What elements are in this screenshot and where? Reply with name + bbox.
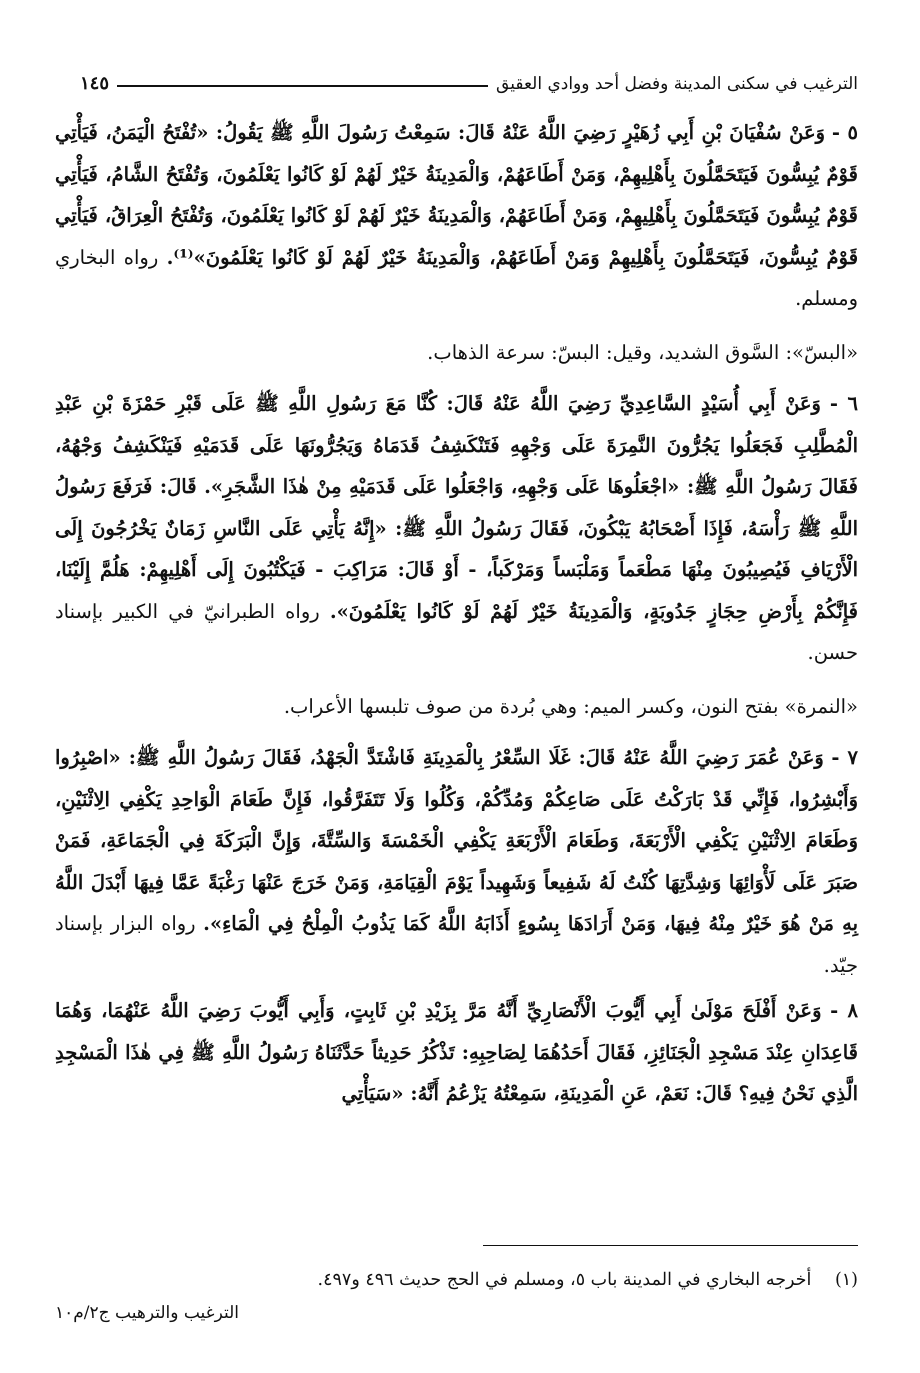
explanatory-note: «النمرة» بفتح النون، وكسر الميم: وهي بُردة من صوف تلبسها الأعراب.	[283, 694, 858, 718]
hadith-8	[55, 990, 858, 1115]
hadith-number: ٨ -	[830, 999, 858, 1022]
footnote-text: أخرجه البخاري في المدينة باب ٥، ومسلم في الحج حديث ٤٩٦ و٤٩٧.	[317, 1270, 812, 1290]
page-body	[55, 112, 858, 1119]
hadith-6	[55, 383, 858, 674]
print-signature: الترغيب والترهيب ج٢/م١٠	[55, 1303, 239, 1323]
hadith-text: وَعَنْ أَبِي أُسَيْدٍ السَّاعِدِيِّ رَضِيَ اللَّهُ عَنْهُ قَالَ: كُنَّا مَعَ رَسُولِ اللَّهِ ﷺ عَلَى قَبْرِ حَمْزَةَ بْنِ عَبْدِ الْمُطَّلِبِ فَجَعَلُوا يَجُرُّونَ النَّمِرَةَ عَلَى وَجْهِهِ فَتَنْكَشِفُ قَدَمَاهُ وَيَجُرُّونَهَا عَلَى قَدَمَيْهِ فَيَنْكَشِفُ وَجْهُهُ، فَقَالَ رَسُولُ اللَّهِ ﷺ: «اجْعَلُوهَا عَلَى وَجْهِهِ، وَاجْعَلُوا عَلَى قَدَمَيْهِ مِنْ هٰذَا الشَّجَرِ». قَالَ: فَرَفَعَ رَسُولُ اللَّهِ ﷺ رَأْسَهُ، فَإِذَا أَصْحَابُهُ يَبْكُونَ، فَقَالَ رَسُولُ اللَّهِ ﷺ: «إِنَّهُ يَأْتِي عَلَى النَّاسِ زَمَانٌ يَخْرُجُونَ إِلَى الْأَرْيَافِ فَيُصِيبُونَ مِنْهَا مَطْعَماً وَمَلْبَساً وَمَرْكَباً، - أَوْ قَالَ: مَرَاكِبَ - فَيَكْتُبُونَ إِلَى أَهْلِيهِمْ: هَلُمَّ إِلَيْنَا، فَإِنَّكُمْ بِأَرْضِ حِجَازٍ جَدُوبَةٍ، وَالْمَدِينَةُ خَيْرٌ لَهُمْ لَوْ كَانُوا يَعْلَمُونَ».	[55, 392, 859, 623]
hadith-source: رواه البخاري ومسلم.	[55, 245, 858, 310]
running-title: الترغيب في سكنى المدينة وفضل أحد ووادي العقيق	[496, 74, 858, 94]
hadith-source: رواه الطبرانيّ في الكبير بإسناد حسن.	[55, 599, 858, 664]
footnote-mark: (١)	[834, 1270, 858, 1290]
footnote	[55, 1265, 858, 1295]
header-rule	[117, 85, 488, 87]
hadith-number: ٦ -	[829, 392, 858, 415]
hadith-source: رواه البزار بإسناد جيّد.	[55, 912, 858, 977]
hadith-7	[55, 737, 858, 986]
hadith-number: ٧ -	[831, 746, 858, 769]
footnote-rule	[483, 1245, 858, 1246]
hadith-text: وَعَنْ سُفْيَانَ بْنِ أَبِي زُهَيْرٍ رَضِيَ اللَّهُ عَنْهُ قَالَ: سَمِعْتُ رَسُولَ اللَّهِ ﷺ يَقُولُ: «تُفْتَحُ الْيَمَنُ، فَيَأْتِي قَوْمٌ يُبِسُّونَ فَيَتَحَمَّلُونَ بِأَهْلِيهِمْ، وَمَنْ أَطَاعَهُمْ، وَالْمَدِينَةُ خَيْرٌ لَهُمْ لَوْ كَانُوا يَعْلَمُونَ، وَتُفْتَحُ الشَّامُ، فَيَأْتِي قَوْمٌ يُبِسُّونَ فَيَتَحَمَّلُونَ بِأَهْلِيهِمْ، وَمَنْ أَطَاعَهُمْ، وَالْمَدِينَةُ خَيْرٌ لَهُمْ لَوْ كَانُوا يَعْلَمُونَ، وَتُفْتَحُ الْعِرَاقُ، فَيَأْتِي قَوْمٌ يُبِسُّونَ، فَيَتَحَمَّلُونَ بِأَهْلِيهِمْ وَمَنْ أَطَاعَهُمْ، وَالْمَدِينَةُ خَيْرٌ لَهُمْ لَوْ كَانُوا يَعْلَمُونَ»⁽¹⁾.	[55, 121, 859, 269]
hadith-text: وَعَنْ أَفْلَحَ مَوْلَىٰ أَبِي أَيُّوبَ الْأَنْصَارِيِّ أَنَّهُ مَرَّ بِزَيْدِ بْنِ ثَابِتٍ، وَأَبِي أَيُّوبَ رَضِيَ اللَّهُ عَنْهُمَا، وَهُمَا قَاعِدَانِ عِنْدَ مَسْجِدِ الْجَنَائِزِ، فَقَالَ أَحَدُهُمَا لِصَاحِبِهِ: تَذْكُرُ حَدِيثاً حَدَّثَنَاهُ رَسُولُ اللَّهِ ﷺ فِي هٰذَا الْمَسْجِدِ الَّذِي نَحْنُ فِيهِ؟ قَالَ: نَعَمْ، عَنِ الْمَدِينَةِ، سَمِعْتُهُ يَزْعُمُ أَنَّهُ: «سَيَأْتِي	[55, 999, 858, 1105]
page-header	[80, 60, 858, 94]
hadith-number: ٥ -	[831, 121, 858, 144]
explanatory-note: «البسّ»: السَّوق الشديد، وقيل: البسّ: سرعة الذهاب.	[427, 340, 858, 364]
page-number: ١٤٥	[80, 73, 110, 94]
hadith-text: وَعَنْ عُمَرَ رَضِيَ اللَّهُ عَنْهُ قَالَ: غَلَا السِّعْرُ بِالْمَدِينَةِ فَاشْتَدَّ الْجَهْدُ، فَقَالَ رَسُولُ اللَّهِ ﷺ: «اصْبِرُوا وَأَبْشِرُوا، فَإِنِّي قَدْ بَارَكْتُ عَلَى صَاعِكُمْ وَمُدِّكُمْ، وَكُلُوا وَلَا تَتَفَرَّقُوا، فَإِنَّ طَعَامَ الْوَاحِدِ يَكْفِي الِاثْنَيْنِ، وَطَعَامَ الِاثْنَيْنِ يَكْفِي الْأَرْبَعَةَ، وَطَعَامَ الْأَرْبَعَةِ يَكْفِي الْخَمْسَةَ وَالسِّتَّةَ، وَإِنَّ الْبَرَكَةَ فِي الْجَمَاعَةِ، فَمَنْ صَبَرَ عَلَى لَأْوَائِهَا وَشِدَّتِهَا كُنْتُ لَهُ شَفِيعاً وَشَهِيداً يَوْمَ الْقِيَامَةِ، وَمَنْ خَرَجَ عَنْهَا رَغْبَةً عَمَّا فِيهَا أَبْدَلَ اللَّهُ بِهِ مَنْ هُوَ خَيْرٌ مِنْهُ فِيهَا، وَمَنْ أَرَادَهَا بِسُوءٍ أَذَابَهُ اللَّهُ كَمَا يَذُوبُ الْمِلْحُ فِي الْمَاءِ».	[55, 746, 859, 935]
hadith-5	[55, 112, 858, 320]
